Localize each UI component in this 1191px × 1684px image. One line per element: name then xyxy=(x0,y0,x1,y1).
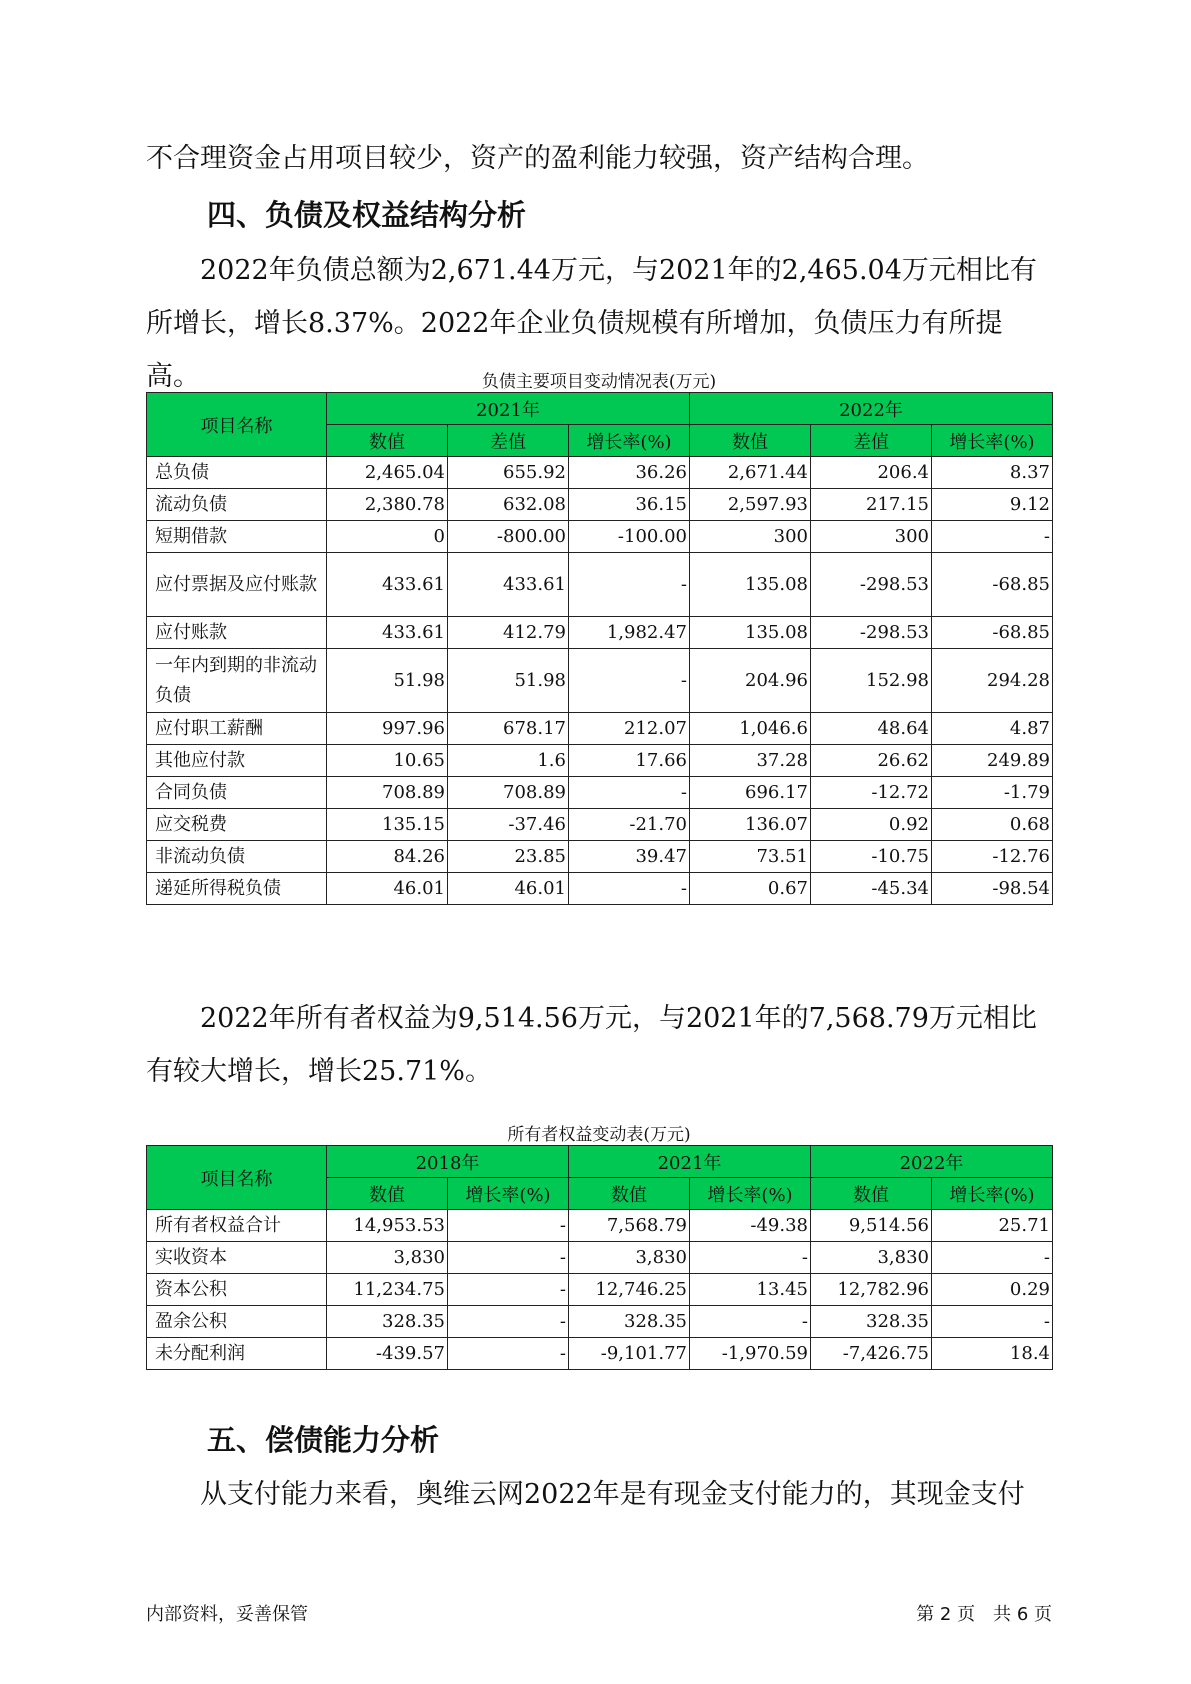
cell: 136.07 xyxy=(690,809,811,841)
cell: 1,046.6 xyxy=(690,713,811,745)
equity-table-caption: 所有者权益变动表(万元) xyxy=(507,1125,691,1145)
cell: 37.28 xyxy=(690,745,811,777)
cell: 26.62 xyxy=(811,745,932,777)
cell: 12,782.96 xyxy=(811,1274,932,1306)
row-name: 盈余公积 xyxy=(147,1306,327,1338)
cell: 997.96 xyxy=(327,713,448,745)
row-name: 应付账款 xyxy=(147,617,327,649)
cell: - xyxy=(569,649,690,713)
liability-subheader: 数值 xyxy=(690,425,811,457)
cell: 3,830 xyxy=(327,1242,448,1274)
cell: - xyxy=(448,1210,569,1242)
row-name: 非流动负债 xyxy=(147,841,327,873)
cell: 152.98 xyxy=(811,649,932,713)
cell: -68.85 xyxy=(932,617,1053,649)
cell: -9,101.77 xyxy=(569,1338,690,1370)
cell: 708.89 xyxy=(448,777,569,809)
cell: -7,426.75 xyxy=(811,1338,932,1370)
cell: 135.08 xyxy=(690,617,811,649)
cell: 433.61 xyxy=(327,617,448,649)
cell: 7,568.79 xyxy=(569,1210,690,1242)
cell: 249.89 xyxy=(932,745,1053,777)
cell: -37.46 xyxy=(448,809,569,841)
cell: 2,597.93 xyxy=(690,489,811,521)
cell: -439.57 xyxy=(327,1338,448,1370)
table-row xyxy=(147,649,1053,713)
cell: 696.17 xyxy=(690,777,811,809)
cell: 1,982.47 xyxy=(569,617,690,649)
cell: 328.35 xyxy=(569,1306,690,1338)
cell: - xyxy=(932,1306,1053,1338)
row-name: 所有者权益合计 xyxy=(147,1210,327,1242)
cell: -68.85 xyxy=(932,553,1053,617)
equity-summary-paragraph: 2022年所有者权益为9,514.56万元，与2021年的7,568.79万元相比有较大增长，增长25.71%。 xyxy=(146,1003,1037,1087)
cell: 708.89 xyxy=(327,777,448,809)
cell: 300 xyxy=(811,521,932,553)
cell: 51.98 xyxy=(448,649,569,713)
table-row xyxy=(147,1338,1053,1370)
cell: 0.92 xyxy=(811,809,932,841)
row-name: 应付职工薪酬 xyxy=(147,713,327,745)
cell: 48.64 xyxy=(811,713,932,745)
cell: 8.37 xyxy=(932,457,1053,489)
row-name: 递延所得税负债 xyxy=(147,873,327,905)
cell: 0.29 xyxy=(932,1274,1053,1306)
cell: 204.96 xyxy=(690,649,811,713)
row-name: 其他应付款 xyxy=(147,745,327,777)
cell: -1.79 xyxy=(932,777,1053,809)
cell: 9,514.56 xyxy=(811,1210,932,1242)
liability-table-caption: 负债主要项目变动情况表(万元) xyxy=(481,372,717,392)
table-row xyxy=(147,841,1053,873)
equity-table xyxy=(146,1145,1053,1370)
cell: 0 xyxy=(327,521,448,553)
cell: -298.53 xyxy=(811,553,932,617)
equity-year-2022: 2022年 xyxy=(811,1146,1053,1178)
table-row xyxy=(147,553,1053,617)
cell: 23.85 xyxy=(448,841,569,873)
cell: - xyxy=(932,521,1053,553)
cell: 212.07 xyxy=(569,713,690,745)
equity-subheader: 增长率(%) xyxy=(448,1178,569,1210)
equity-col-item: 项目名称 xyxy=(147,1146,327,1210)
cell: 300 xyxy=(690,521,811,553)
cell: -49.38 xyxy=(690,1210,811,1242)
cell: - xyxy=(690,1306,811,1338)
cell: -98.54 xyxy=(932,873,1053,905)
liability-subheader: 增长率(%) xyxy=(569,425,690,457)
section-4-heading: 四、负债及权益结构分析 xyxy=(207,198,527,232)
cell: 51.98 xyxy=(327,649,448,713)
cell: - xyxy=(448,1306,569,1338)
table-row xyxy=(147,1274,1053,1306)
equity-subheader: 数值 xyxy=(327,1178,448,1210)
row-name: 资本公积 xyxy=(147,1274,327,1306)
liability-year-2021: 2021年 xyxy=(327,393,690,425)
table-row xyxy=(147,521,1053,553)
cell: 9.12 xyxy=(932,489,1053,521)
table-row xyxy=(147,617,1053,649)
table-row xyxy=(147,745,1053,777)
row-name: 总负债 xyxy=(147,457,327,489)
solvency-paragraph: 从支付能力来看，奥维云网2022年是有现金支付能力的，其现金支付 xyxy=(200,1479,1025,1510)
cell: 46.01 xyxy=(448,873,569,905)
row-name: 应交税费 xyxy=(147,809,327,841)
cell: - xyxy=(448,1242,569,1274)
footer-page-number: 第 2 页 共 6 页 xyxy=(916,1604,1052,1625)
cell: 84.26 xyxy=(327,841,448,873)
cell: 13.45 xyxy=(690,1274,811,1306)
cell: 17.66 xyxy=(569,745,690,777)
cell: 12,746.25 xyxy=(569,1274,690,1306)
intro-line: 不合理资金占用项目较少，资产的盈利能力较强，资产结构合理。 xyxy=(146,143,929,174)
liability-subheader: 差值 xyxy=(811,425,932,457)
cell: 0.67 xyxy=(690,873,811,905)
table-row xyxy=(147,457,1053,489)
cell: 412.79 xyxy=(448,617,569,649)
equity-subheader: 增长率(%) xyxy=(690,1178,811,1210)
liability-col-item: 项目名称 xyxy=(147,393,327,457)
table-row xyxy=(147,489,1053,521)
cell: 36.15 xyxy=(569,489,690,521)
cell: 10.65 xyxy=(327,745,448,777)
cell: - xyxy=(569,777,690,809)
cell: -10.75 xyxy=(811,841,932,873)
table-row xyxy=(147,777,1053,809)
row-name: 实收资本 xyxy=(147,1242,327,1274)
cell: - xyxy=(448,1338,569,1370)
equity-subheader: 数值 xyxy=(811,1178,932,1210)
cell: 678.17 xyxy=(448,713,569,745)
equity-year-2018: 2018年 xyxy=(327,1146,569,1178)
equity-year-2021: 2021年 xyxy=(569,1146,811,1178)
section-5-heading: 五、偿债能力分析 xyxy=(207,1423,440,1457)
cell: 18.4 xyxy=(932,1338,1053,1370)
cell: 328.35 xyxy=(811,1306,932,1338)
cell: 4.87 xyxy=(932,713,1053,745)
cell: 39.47 xyxy=(569,841,690,873)
table-row xyxy=(147,873,1053,905)
liability-subheader: 数值 xyxy=(327,425,448,457)
equity-subheader: 数值 xyxy=(569,1178,690,1210)
row-name: 未分配利润 xyxy=(147,1338,327,1370)
table-row xyxy=(147,713,1053,745)
cell: -1,970.59 xyxy=(690,1338,811,1370)
cell: 135.08 xyxy=(690,553,811,617)
cell: 206.4 xyxy=(811,457,932,489)
cell: 46.01 xyxy=(327,873,448,905)
cell: 135.15 xyxy=(327,809,448,841)
row-name: 短期借款 xyxy=(147,521,327,553)
cell: 217.15 xyxy=(811,489,932,521)
cell: -12.72 xyxy=(811,777,932,809)
cell: 433.61 xyxy=(448,553,569,617)
row-name: 合同负债 xyxy=(147,777,327,809)
cell: 2,465.04 xyxy=(327,457,448,489)
cell: 0.68 xyxy=(932,809,1053,841)
cell: 632.08 xyxy=(448,489,569,521)
cell: 36.26 xyxy=(569,457,690,489)
cell: -800.00 xyxy=(448,521,569,553)
cell: 2,671.44 xyxy=(690,457,811,489)
row-name: 应付票据及应付账款 xyxy=(147,553,327,617)
cell: - xyxy=(569,553,690,617)
table-row xyxy=(147,809,1053,841)
cell: 11,234.75 xyxy=(327,1274,448,1306)
cell: 1.6 xyxy=(448,745,569,777)
cell: -100.00 xyxy=(569,521,690,553)
cell: - xyxy=(690,1242,811,1274)
liability-subheader: 增长率(%) xyxy=(932,425,1053,457)
liability-table xyxy=(146,392,1053,905)
cell: 3,830 xyxy=(811,1242,932,1274)
table-row xyxy=(147,1242,1053,1274)
table-row xyxy=(147,1306,1053,1338)
cell: 73.51 xyxy=(690,841,811,873)
equity-subheader: 增长率(%) xyxy=(932,1178,1053,1210)
cell: -298.53 xyxy=(811,617,932,649)
cell: 3,830 xyxy=(569,1242,690,1274)
cell: 294.28 xyxy=(932,649,1053,713)
row-name: 一年内到期的非流动负债 xyxy=(147,649,327,713)
cell: - xyxy=(569,873,690,905)
footer-confidential-note: 内部资料，妥善保管 xyxy=(146,1604,308,1625)
cell: 14,953.53 xyxy=(327,1210,448,1242)
cell: 328.35 xyxy=(327,1306,448,1338)
row-name: 流动负债 xyxy=(147,489,327,521)
cell: -12.76 xyxy=(932,841,1053,873)
cell: - xyxy=(448,1274,569,1306)
cell: 433.61 xyxy=(327,553,448,617)
cell: 25.71 xyxy=(932,1210,1053,1242)
cell: - xyxy=(932,1242,1053,1274)
cell: -21.70 xyxy=(569,809,690,841)
cell: 655.92 xyxy=(448,457,569,489)
cell: -45.34 xyxy=(811,873,932,905)
cell: 2,380.78 xyxy=(327,489,448,521)
liability-subheader: 差值 xyxy=(448,425,569,457)
table-row xyxy=(147,1210,1053,1242)
liability-year-2022: 2022年 xyxy=(690,393,1053,425)
liability-summary-paragraph: 2022年负债总额为2,671.44万元，与2021年的2,465.04万元相比有所增长，增长8.37%。2022年企业负债规模有所增加，负债压力有所提高。 xyxy=(146,255,1037,392)
